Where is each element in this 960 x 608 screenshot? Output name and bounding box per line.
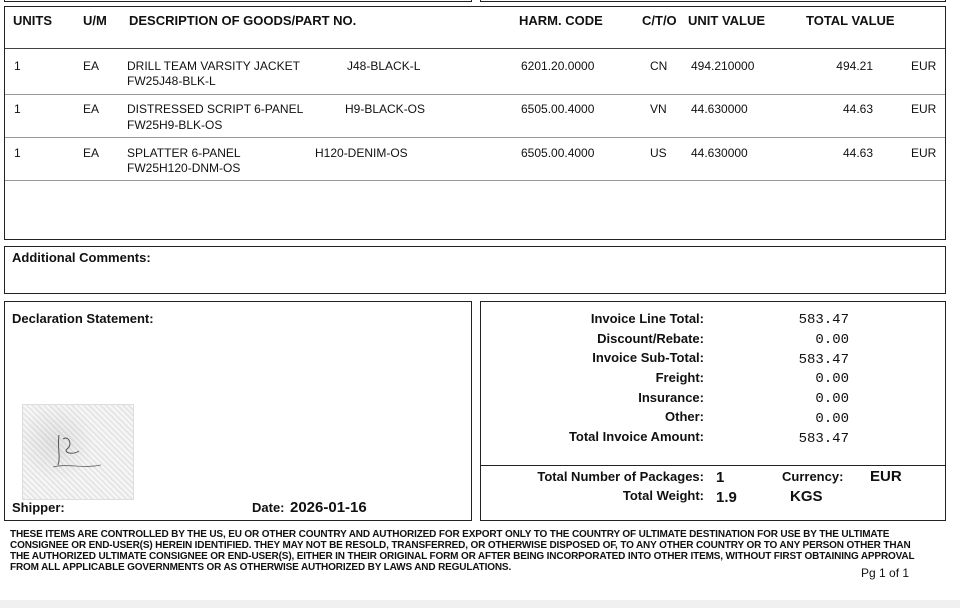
declaration-label: Declaration Statement: <box>12 311 154 326</box>
totals-box <box>480 301 946 521</box>
subtotal-label: Invoice Sub-Total: <box>592 350 704 365</box>
row-description: SPLATTER 6-PANEL <box>127 146 241 160</box>
shipper-label: Shipper: <box>12 500 65 515</box>
header-unit-value: UNIT VALUE <box>688 13 766 28</box>
weight-unit: KGS <box>790 488 823 505</box>
top-right-box-edge <box>480 0 946 2</box>
additional-comments-box <box>4 246 946 294</box>
row-divider <box>5 180 945 181</box>
row-description: DRILL TEAM VARSITY JACKET <box>127 59 300 73</box>
other-value: 0.00 <box>815 411 849 427</box>
header-harm-code: HARM. CODE <box>519 13 603 28</box>
date-label: Date: <box>252 500 285 515</box>
top-left-box-edge <box>4 0 472 2</box>
row-divider <box>5 137 945 138</box>
row-part-no: H9-BLACK-OS <box>345 102 426 116</box>
row-ctio: VN <box>650 102 667 116</box>
insurance-value: 0.00 <box>815 391 849 407</box>
export-disclaimer: THESE ITEMS ARE CONTROLLED BY THE US, EU OR OTHER COUNTRY AND AUTHORIZED FOR EXPORT ONLY TO THE COUNTRY OF ULTIMATE DESTINATION FOR USE BY THE ULTIMATE CONSIGNEE OR END-USER(S) HEREIN IDENTIFIED. THEY MAY NOT BE RESOLD, TRANSFERRED, OR OTHERWISE DISPOSED OF, TO ANY OTHER COUNTRY OR TO ANY PERSON OTHER THAN THE AUTHORIZED ULTIMATE CONSIGNEE OR END-USER(S), EITHER IN THEIR ORIGINAL FORM OR AFTER BEING INCORPORATED INTO OTHER ITEMS, WITHOUT FIRST OBTAINING APPROVAL FROM ALL APPLICABLE GOVERNMENTS OR AS OTHERWISE AUTHORIZED BY LAWS AND REGULATIONS. <box>10 529 915 573</box>
totals-divider <box>481 465 945 466</box>
currency-value: EUR <box>870 468 902 485</box>
header-divider <box>5 48 945 49</box>
row-um: EA <box>83 146 100 160</box>
freight-label: Freight: <box>655 370 704 385</box>
page-number: Pg 1 of 1 <box>861 566 910 580</box>
row-part-no: J48-BLACK-L <box>347 59 421 73</box>
row-description: DISTRESSED SCRIPT 6-PANEL <box>127 102 304 116</box>
currency-label: Currency: <box>782 469 844 484</box>
row-sku: FW25H120-DNM-OS <box>127 161 241 175</box>
header-units: UNITS <box>13 13 52 28</box>
row-ctio: CN <box>650 59 668 73</box>
row-currency: EUR <box>911 102 937 116</box>
header-um: U/M <box>83 13 107 28</box>
row-total-value: 44.63 <box>842 146 873 160</box>
additional-comments-label: Additional Comments: <box>12 250 151 265</box>
packages-label: Total Number of Packages: <box>537 469 704 484</box>
bottom-edge <box>0 600 960 608</box>
discount-label: Discount/Rebate: <box>597 331 704 346</box>
row-harm-code: 6505.00.4000 <box>521 102 595 116</box>
row-unit-value: 44.630000 <box>691 146 748 160</box>
header-total-value: TOTAL VALUE <box>806 13 895 28</box>
subtotal-value: 583.47 <box>798 352 849 368</box>
packages-value: 1 <box>716 469 725 486</box>
line-total-label: Invoice Line Total: <box>590 311 704 326</box>
header-description: DESCRIPTION OF GOODS/PART NO. <box>129 13 357 28</box>
row-harm-code: 6505.00.4000 <box>521 146 595 160</box>
row-units: 1 <box>14 59 21 73</box>
weight-value: 1.9 <box>716 489 737 506</box>
other-label: Other: <box>665 409 704 424</box>
insurance-label: Insurance: <box>638 390 704 405</box>
row-harm-code: 6201.20.0000 <box>521 59 595 73</box>
row-units: 1 <box>14 102 21 116</box>
row-units: 1 <box>14 146 21 160</box>
signature-scribble-icon <box>23 405 133 499</box>
row-total-value: 44.63 <box>842 102 873 116</box>
row-um: EA <box>83 102 100 116</box>
row-total-value: 494.21 <box>836 59 873 73</box>
row-divider <box>5 94 945 95</box>
row-unit-value: 44.630000 <box>691 102 748 116</box>
row-unit-value: 494.210000 <box>691 59 755 73</box>
row-sku: FW25J48-BLK-L <box>127 74 216 88</box>
line-total-value: 583.47 <box>798 312 849 328</box>
items-table <box>4 6 946 240</box>
row-sku: FW25H9-BLK-OS <box>127 118 223 132</box>
weight-label: Total Weight: <box>622 488 704 503</box>
row-ctio: US <box>650 146 667 160</box>
total-invoice-label: Total Invoice Amount: <box>568 429 704 444</box>
signature-image <box>22 404 134 500</box>
row-part-no: H120-DENIM-OS <box>315 146 408 160</box>
header-ctio: C/T/O <box>642 13 677 28</box>
row-currency: EUR <box>911 59 937 73</box>
freight-value: 0.00 <box>815 371 849 387</box>
total-invoice-value: 583.47 <box>798 431 849 447</box>
row-um: EA <box>83 59 100 73</box>
discount-value: 0.00 <box>815 332 849 348</box>
row-currency: EUR <box>911 146 937 160</box>
date-value: 2026-01-16 <box>290 499 367 516</box>
